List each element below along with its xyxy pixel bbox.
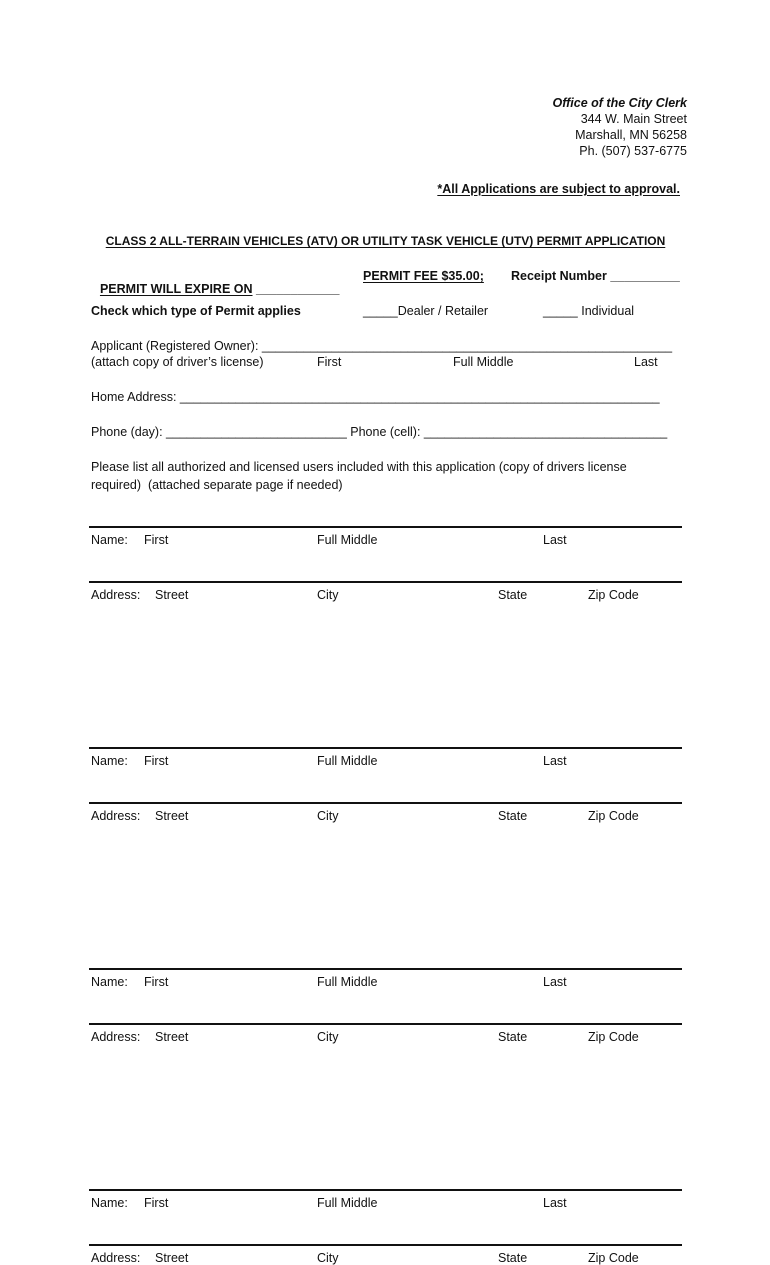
user-name-rule (89, 747, 682, 749)
user-city-field[interactable]: City (317, 1030, 339, 1044)
office-name: Office of the City Clerk (552, 96, 687, 110)
receipt-number-field[interactable]: Receipt Number __________ (511, 269, 680, 283)
user-first-field[interactable]: First (144, 1196, 169, 1210)
applicant-first-caption: First (317, 355, 342, 369)
user-last-field[interactable]: Last (543, 1196, 567, 1210)
user-street-field[interactable]: Street (155, 809, 189, 823)
user-city-field[interactable]: City (317, 1251, 339, 1265)
user-last-field[interactable]: Last (543, 754, 567, 768)
expire-label: PERMIT WILL EXPIRE ON (99, 281, 253, 296)
user-state-field[interactable]: State (498, 1251, 528, 1265)
user-state-field[interactable]: State (498, 588, 528, 602)
user-city-field[interactable]: City (317, 809, 339, 823)
user-name-label: Name: (91, 1196, 128, 1210)
user-first-field[interactable]: First (144, 754, 169, 768)
user-address-label: Address: (91, 588, 141, 602)
user-name-label: Name: (91, 533, 128, 547)
office-city: Marshall, MN 56258 (575, 128, 687, 142)
user-address-label: Address: (91, 1030, 141, 1044)
expire-blank: ____________ (256, 281, 340, 296)
applicant-field[interactable]: Applicant (Registered Owner): ___________________________________________________________ (91, 339, 673, 353)
user-name-rule (89, 968, 682, 970)
user-zip-field[interactable]: Zip Code (588, 588, 639, 602)
user-last-field[interactable]: Last (543, 975, 567, 989)
applicant-note: (attach copy of driver’s license) (91, 355, 264, 369)
user-name-rule (89, 1189, 682, 1191)
user-middle-field[interactable]: Full Middle (317, 1196, 378, 1210)
user-address-label: Address: (91, 1251, 141, 1265)
user-city-field[interactable]: City (317, 588, 339, 602)
user-middle-field[interactable]: Full Middle (317, 975, 378, 989)
user-first-field[interactable]: First (144, 533, 169, 547)
user-name-rule (89, 526, 682, 528)
user-address-rule (89, 1244, 682, 1246)
users-instructions-line2: required) (attached separate page if needed) (91, 478, 343, 492)
user-state-field[interactable]: State (498, 1030, 528, 1044)
individual-option[interactable]: _____ Individual (543, 304, 635, 318)
user-zip-field[interactable]: Zip Code (588, 1251, 639, 1265)
users-instructions-line1: Please list all authorized and licensed users included with this application (copy of drivers license (91, 460, 627, 474)
user-zip-field[interactable]: Zip Code (588, 809, 639, 823)
user-address-rule (89, 802, 682, 804)
phone-field[interactable]: Phone (day): __________________________ Phone (cell): ___________________________________ (91, 425, 668, 439)
permit-fee: PERMIT FEE $35.00; (363, 269, 484, 283)
user-address-rule (89, 1023, 682, 1025)
approval-note: *All Applications are subject to approval. (437, 182, 680, 196)
user-last-field[interactable]: Last (543, 533, 567, 547)
user-name-label: Name: (91, 975, 128, 989)
user-street-field[interactable]: Street (155, 1030, 189, 1044)
page-title: CLASS 2 ALL-TERRAIN VEHICLES (ATV) OR UTILITY TASK VEHICLE (UTV) PERMIT APPLICATION (105, 234, 666, 248)
office-phone: Ph. (507) 537-6775 (579, 144, 687, 158)
user-middle-field[interactable]: Full Middle (317, 754, 378, 768)
office-street: 344 W. Main Street (580, 112, 687, 126)
user-address-rule (89, 581, 682, 583)
home-address-field[interactable]: Home Address: _____________________________________________________________________ (91, 390, 660, 404)
applicant-middle-caption: Full Middle (453, 355, 514, 369)
expire-field[interactable] (93, 270, 339, 295)
user-zip-field[interactable]: Zip Code (588, 1030, 639, 1044)
user-street-field[interactable]: Street (155, 588, 189, 602)
user-first-field[interactable]: First (144, 975, 169, 989)
permit-type-label: Check which type of Permit applies (91, 304, 301, 318)
user-street-field[interactable]: Street (155, 1251, 189, 1265)
dealer-retailer-option[interactable]: _____Dealer / Retailer (363, 304, 489, 318)
user-name-label: Name: (91, 754, 128, 768)
user-address-label: Address: (91, 809, 141, 823)
applicant-last-caption: Last (634, 355, 658, 369)
user-middle-field[interactable]: Full Middle (317, 533, 378, 547)
user-state-field[interactable]: State (498, 809, 528, 823)
